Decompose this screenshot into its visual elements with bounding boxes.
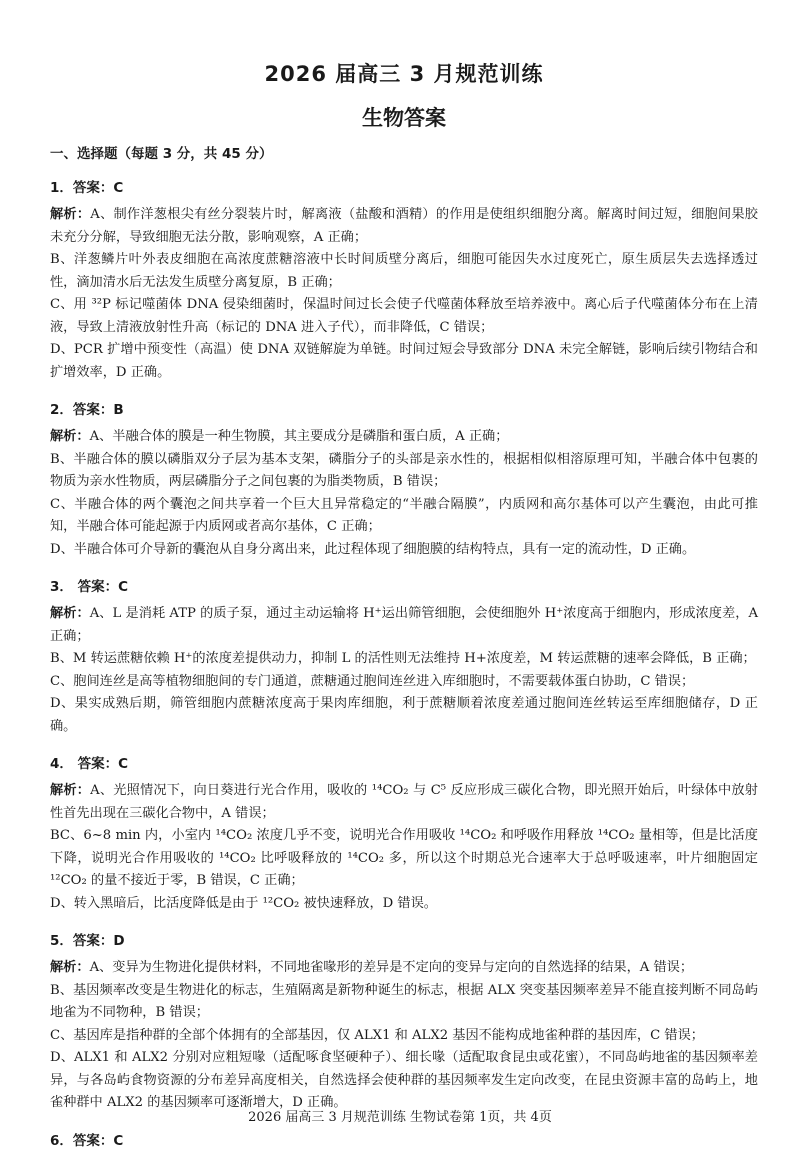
question-3 [50,575,758,738]
analysis-line: C、半融合体的两个囊泡之间共享着一个巨大且异常稳定的“半融合隔膜”，内质网和高尔基体可以产生囊泡，由此可推知，半融合体可能起源于内质网或者高尔基体，C 正确； [50,496,758,534]
analysis-line: D、果实成熟后期，筛管细胞内蔗糖浓度高于果肉库细胞，利于蔗糖顺着浓度差通过胞间连丝转运至库细胞储存，D 正确。 [50,696,758,734]
analysis-line: D、ALX1 和 ALX2 分别对应粗短喙（适配啄食坚硬种子）、细长喙（适配取食昆虫或花蜜），不同岛屿地雀的基因频率差异，与各岛屿食物资源的分布差异高度相关，自然选择会使种群的基因频率发生定向改变，在昆虫资源丰富的岛屿上，地雀种群中 ALX2 的基因频率可逐渐增大，D 正确。 [50,1050,758,1110]
analysis-line: D、转入黑暗后，比活度降低是由于 ¹²CO₂ 被快速释放，D 错误。 [50,895,437,911]
analysis-line: B、基因频率改变是生物进化的标志，生殖隔离是新物种诞生的标志，根据 ALX 突变基因频率差异不能直接判断不同岛屿地雀为不同物种，B 错误； [50,982,758,1020]
page-footer: 2026 届高三 3 月规范训练 生物试卷第 1页，共 4页 [248,1110,552,1125]
analysis-line: C、胞间连丝是高等植物细胞间的专门通道，蔗糖通过胞间连丝进入库细胞时，不需要载体蛋白协助，C 错误； [50,673,695,689]
question-5 [50,929,758,1115]
analysis-line: D、PCR 扩增中预变性（高温）使 DNA 双链解旋为单链。时间过短会导致部分 DNA 未完全解链，影响后续引物结合和扩增效率，D 正确。 [50,342,758,380]
analysis-line: C、用 ³²P 标记噬菌体 DNA 侵染细菌时，保温时间过长会使子代噬菌体释放至培养液中。离心后子代噬菌体分布在上清液，导致上清液放射性升高（标记的 DNA 进入子代），而非降低，C 错误； [50,297,758,335]
analysis-line [50,780,758,825]
page-title: 2026 届高三 3 月规范训练 [264,62,544,86]
analysis-label: 解析： [50,960,90,975]
analysis-label: 解析： [50,606,90,621]
analysis-line: B、半融合体的膜以磷脂双分子层为基本支架，磷脂分子的头部是亲水性的，根据相似相溶原理可知，半融合体中包裹的物质为亲水性物质，两层磷脂分子之间包裹的为脂类物质，B 错误； [50,451,758,489]
answer-line: 2．答案：B [50,402,124,418]
answer-line: 6．答案：C [50,1132,124,1149]
analysis-text: A、制作洋葱根尖有丝分裂装片时，解离液（盐酸和酒精）的作用是使组织细胞分离。解离时间过短，细胞间果胶未充分分解，导致细胞无法分散，影响观察，A 正确； [50,207,758,245]
analysis-text: A、光照情况下，向日葵进行光合作用，吸收的 ¹⁴CO₂ 与 C⁵ 反应形成三碳化合物，即光照开始后，叶绿体中放射性首先出现在三碳化合物中，A 错误； [50,783,758,821]
answer-line: 3． 答案：C [50,579,129,595]
analysis-text: A、半融合体的膜是一种生物膜，其主要成分是磷脂和蛋白质，A 正确； [89,429,509,444]
analysis-line: C、基因库是指种群的全部个体拥有的全部基因，仅 ALX1 和 ALX2 基因不能构成地雀种群的基因库，C 错误； [50,1027,704,1043]
analysis-text: A、变异为生物进化提供材料，不同地雀喙形的差异是不定向的变异与定向的自然选择的结果，A 错误； [89,960,694,975]
analysis-line [50,603,758,648]
question-4 [50,752,758,915]
answer-line: 4． 答案：C [50,756,129,772]
analysis-line: D、半融合体可介导新的囊泡从自身分离出来，此过程体现了细胞膜的结构特点，具有一定的流动性，D 正确。 [50,541,696,557]
analysis-line [50,957,758,980]
question-1 [50,176,758,384]
analysis-line [50,426,758,449]
question-2 [50,398,758,561]
analysis-line: B、洋葱鳞片叶外表皮细胞在高浓度蔗糖溶液中长时间质壁分离后，细胞可能因失水过度死亡，原生质层失去选择透过性，滴加清水后无法发生质壁分离复原，B 正确； [50,252,758,290]
section-heading: 一、选择题（每题 3 分，共 45 分） [50,146,273,162]
answer-line: 5．答案：D [50,933,125,949]
analysis-text: A、L 是消耗 ATP 的质子泵，通过主动运输将 H⁺运出筛管细胞，会使细胞外 H⁺浓度高于细胞内，形成浓度差，A 正确； [50,606,759,644]
analysis-line: BC、6~8 min 内，小室内 ¹⁴CO₂ 浓度几乎不变，说明光合作用吸收 ¹⁴CO₂ 和呼吸作用释放 ¹⁴CO₂ 量相等，但是比活度下降，说明光合作用吸收的 ¹⁴CO₂ 比呼吸释放的 ¹⁴CO₂ 多，所以这个时期总光合速率大于总呼吸速率，叶片细胞固定 ¹²CO₂ 的量不接近于零，B 错误，C 正确； [50,828,758,888]
analysis-line [50,204,758,249]
answer-sheet [50,58,758,1157]
analysis-line: B、M 转运蔗糖依赖 H⁺的浓度差提供动力，抑制 L 的活性则无法维持 H+浓度差，M 转运蔗糖的速率会降低，B 正确； [50,651,756,666]
page-subtitle: 生物答案 [362,106,446,130]
analysis-label: 解析： [50,207,91,222]
answer-line: 1．答案：C [50,180,124,196]
analysis-label: 解析： [50,783,91,798]
analysis-label: 解析： [50,429,90,444]
